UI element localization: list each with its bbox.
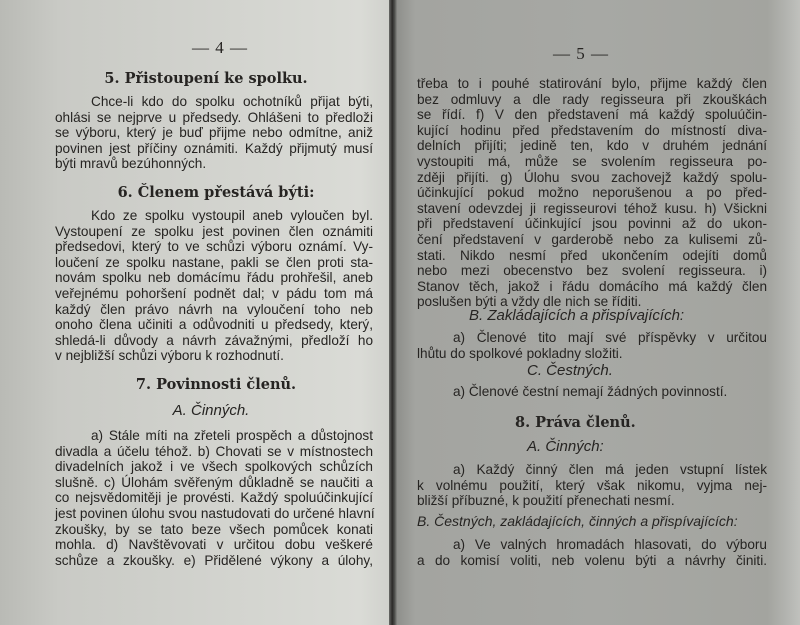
text-line: bez odmluvy a dle rady regisseura při zkouškách [417, 91, 767, 107]
section-5-text [55, 94, 373, 172]
text-line: při představení účinkující jsou povinni až do ukon- [417, 216, 767, 232]
text-line: a) Ve valných hromadách hlasovati, do výboru [453, 537, 767, 552]
text-line: mohla. d) Navštěvovati v určitou dobu veškeré [55, 537, 373, 553]
section-7-subheading: A. Činných. [172, 402, 250, 419]
text-line: zkoušky, by se tato beze všech pomůcek konati [55, 521, 373, 537]
text-line: Kdo ze spolku vystoupil aneb vyloučen byl. [91, 208, 373, 223]
text-line: každý člen právo návrh na vyloučení toho neb [55, 301, 373, 317]
subsection-b-text [417, 330, 767, 361]
section-7-text [55, 428, 373, 568]
text-line: delních přijíti; jedině ten, kdo v druhém jednání [417, 138, 767, 154]
subsection-c-text [417, 384, 767, 400]
text-line: jest povinen úlohu svou nastudovati do určené hlavní [55, 505, 375, 521]
left-page [0, 0, 392, 625]
text-line: se výboru, který je buď přijme nebo odmítne, aniž [55, 125, 373, 141]
section-7-heading: 7. Povinnosti členů. [135, 376, 297, 393]
text-line: v nejbližší schůzi výboru k rozhodnutí. [55, 348, 284, 364]
text-line: kující hodinu před představením do místností diva- [417, 122, 767, 138]
continuation-text [417, 76, 767, 310]
text-line: bližší příbuzné, k použití přenechati nesmí. [417, 493, 675, 509]
section-6-heading: 6. Členem přestává býti: [117, 184, 315, 201]
right-page [395, 0, 800, 625]
section-8-text-a [417, 462, 767, 509]
text-line: zději přijíti. g) Úlohu svou zachovejž každý spolu- [417, 169, 767, 185]
section-5-heading: 5. Přistoupení ke spolku. [104, 70, 308, 87]
text-line: třeba to i pouhé statirování bylo, přijme každý člen [417, 76, 767, 91]
text-line: účinkující pokud možno neporušenou a po před- [417, 185, 767, 201]
text-line: čení představení v garderobě nebo za kulisemi zů- [417, 231, 767, 247]
text-line: onoho člena učiniti a odůvodniti u předsedy, který, [55, 317, 373, 333]
text-line: povinen jest příčiny oznámiti. Každý přijmutý musí [55, 140, 373, 156]
text-line: veřejnému pohoršení podnět dal; v pádu tom má [55, 285, 373, 301]
text-line: a) Členové tito mají své příspěvky v určitou [453, 330, 767, 345]
text-line: k volnému použití, který však nikomu, vyjma nej- [417, 477, 767, 493]
text-line: divadla a účelu téhož. b) Chovati se v místnostech [55, 443, 373, 459]
text-line: stati. Nikdo nesmí před ukončením odejíti domů [417, 247, 767, 263]
section-8-heading: 8. Práva členů. [515, 414, 636, 431]
text-line: schůze a zkoušky. e) Přidělené výkony a úlohy, [55, 552, 373, 568]
text-line: lhůtu do spolkové pokladny složiti. [417, 345, 623, 361]
text-line: divadelních jakož i ve všech spolkových schůzích [55, 459, 373, 475]
subsection-c-heading: C. Čestných. [527, 362, 613, 379]
text-line: nebo mezi obecenstvo bez svolení regisseura. i) [417, 263, 767, 279]
text-line: novám spolku neb domácímu řádu prohřešil, aneb [55, 270, 373, 286]
book-spine [389, 0, 397, 625]
text-line: shledá-li důvody a návrh závažnými, předloží ho [55, 332, 373, 348]
text-line: loučení ze spolku nastane, pakli se člen proti sta- [55, 254, 373, 270]
section-6-text [55, 208, 373, 364]
text-line: slušně. c) Úlohám svěřeným důkladně se naučiti a [55, 474, 373, 490]
text-line: předsedovi, který to ve schůzi výboru oznámí. Vy- [55, 239, 373, 255]
text-line: se řídí. f) V den představení má každý spoluúčin- [417, 107, 767, 123]
section-8-subheading-b: B. Čestných, zakládajících, činných a přispívajících: [417, 513, 738, 529]
text-line: poslušen býti a vždy dle nich se říditi. [417, 294, 642, 310]
text-line: Chce-li kdo do spolku ochotníků přijat býti, [91, 94, 373, 109]
text-line: Vystoupení ze spolku jest povinen člen oznámiti [55, 223, 373, 239]
page-number: — 5 — [553, 44, 609, 63]
text-line: co nejsvědomitěji je provésti. Každý spoluúčinkující [55, 490, 373, 506]
text-line: a) Členové čestní nemají žádných povinností. [453, 384, 728, 399]
text-line: Stanov těch, jakož i řádu domácího má každý člen [417, 278, 767, 294]
text-line: a) Stále míti na zřeteli prospěch a důstojnost [91, 428, 373, 443]
text-line: a do komisí voliti, neb volenu býti a návrhy činiti. [417, 552, 767, 568]
section-8-subheading-a: A. Činných: [527, 438, 604, 455]
section-8-text-b [417, 537, 767, 568]
subsection-b-heading: B. Zakládajících a přispívajících: [469, 307, 685, 324]
text-line: vystoupiti má, může se svolením regisseura po- [417, 153, 767, 169]
text-line: býti mravů bezúhonných. [55, 156, 207, 172]
page-number: — 4 — [192, 38, 248, 57]
text-line: ohlási se nejprve u předsedy. Ohlášeni to předloži [55, 109, 373, 125]
text-line: a) Každý činný člen má jeden vstupní lístek [453, 462, 767, 477]
text-line: stavení odevzdej ji regisseurovi téhož kusu. h) Všickni [417, 200, 767, 216]
